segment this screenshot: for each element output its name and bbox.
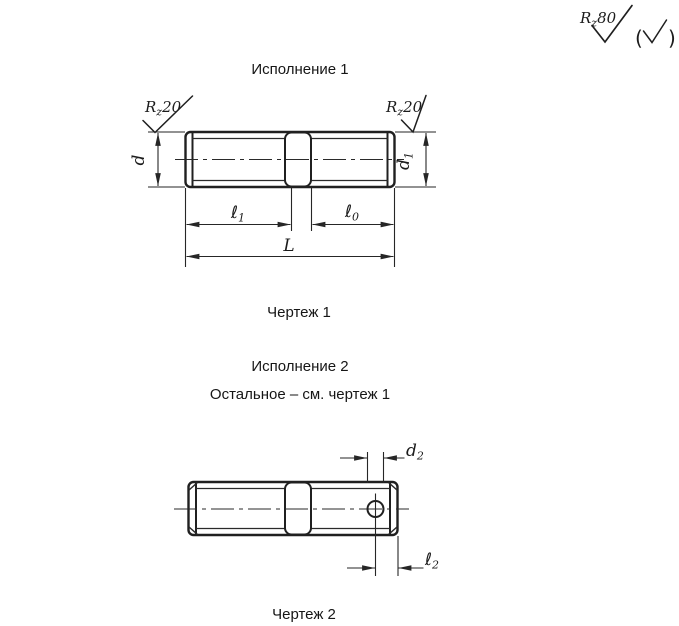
rz80-label: $R_z80$ (580, 9, 617, 30)
l0-label: ℓ$_0$ (344, 202, 360, 224)
drawing1-stud (129, 96, 436, 268)
roughness-right (385, 96, 426, 133)
d2-label: $d_2$ (406, 441, 424, 463)
paren-close: ) (668, 26, 676, 50)
see-drawing1-note: Остальное – см. чертеж 1 (209, 386, 391, 403)
drawing2-stud (174, 441, 439, 576)
dimension-l2 (347, 536, 439, 576)
dimension-d2 (340, 441, 424, 483)
l1-label: ℓ$_1$ (230, 203, 246, 225)
d-label: d (129, 154, 149, 166)
version1-title: Исполнение 1 (251, 61, 349, 78)
drawing2-caption: Чертеж 2 (272, 606, 336, 623)
paren-open: ( (635, 26, 643, 50)
rz20-right-label: $R_z20$ (386, 98, 423, 119)
dimension-d1 (394, 132, 436, 187)
version2-title: Исполнение 2 (251, 358, 349, 375)
d1-label: $d_1$ (394, 152, 416, 170)
dimension-lengths (186, 188, 395, 267)
roughness-check-small-icon (644, 20, 667, 43)
drawing1-caption: Чертеж 1 (267, 304, 331, 321)
general-roughness-note (579, 6, 676, 51)
l2-label: ℓ$_2$ (425, 550, 440, 572)
L-label: L (283, 236, 295, 256)
rz20-left-label: $R_z20$ (145, 98, 182, 119)
roughness-left (143, 96, 193, 133)
